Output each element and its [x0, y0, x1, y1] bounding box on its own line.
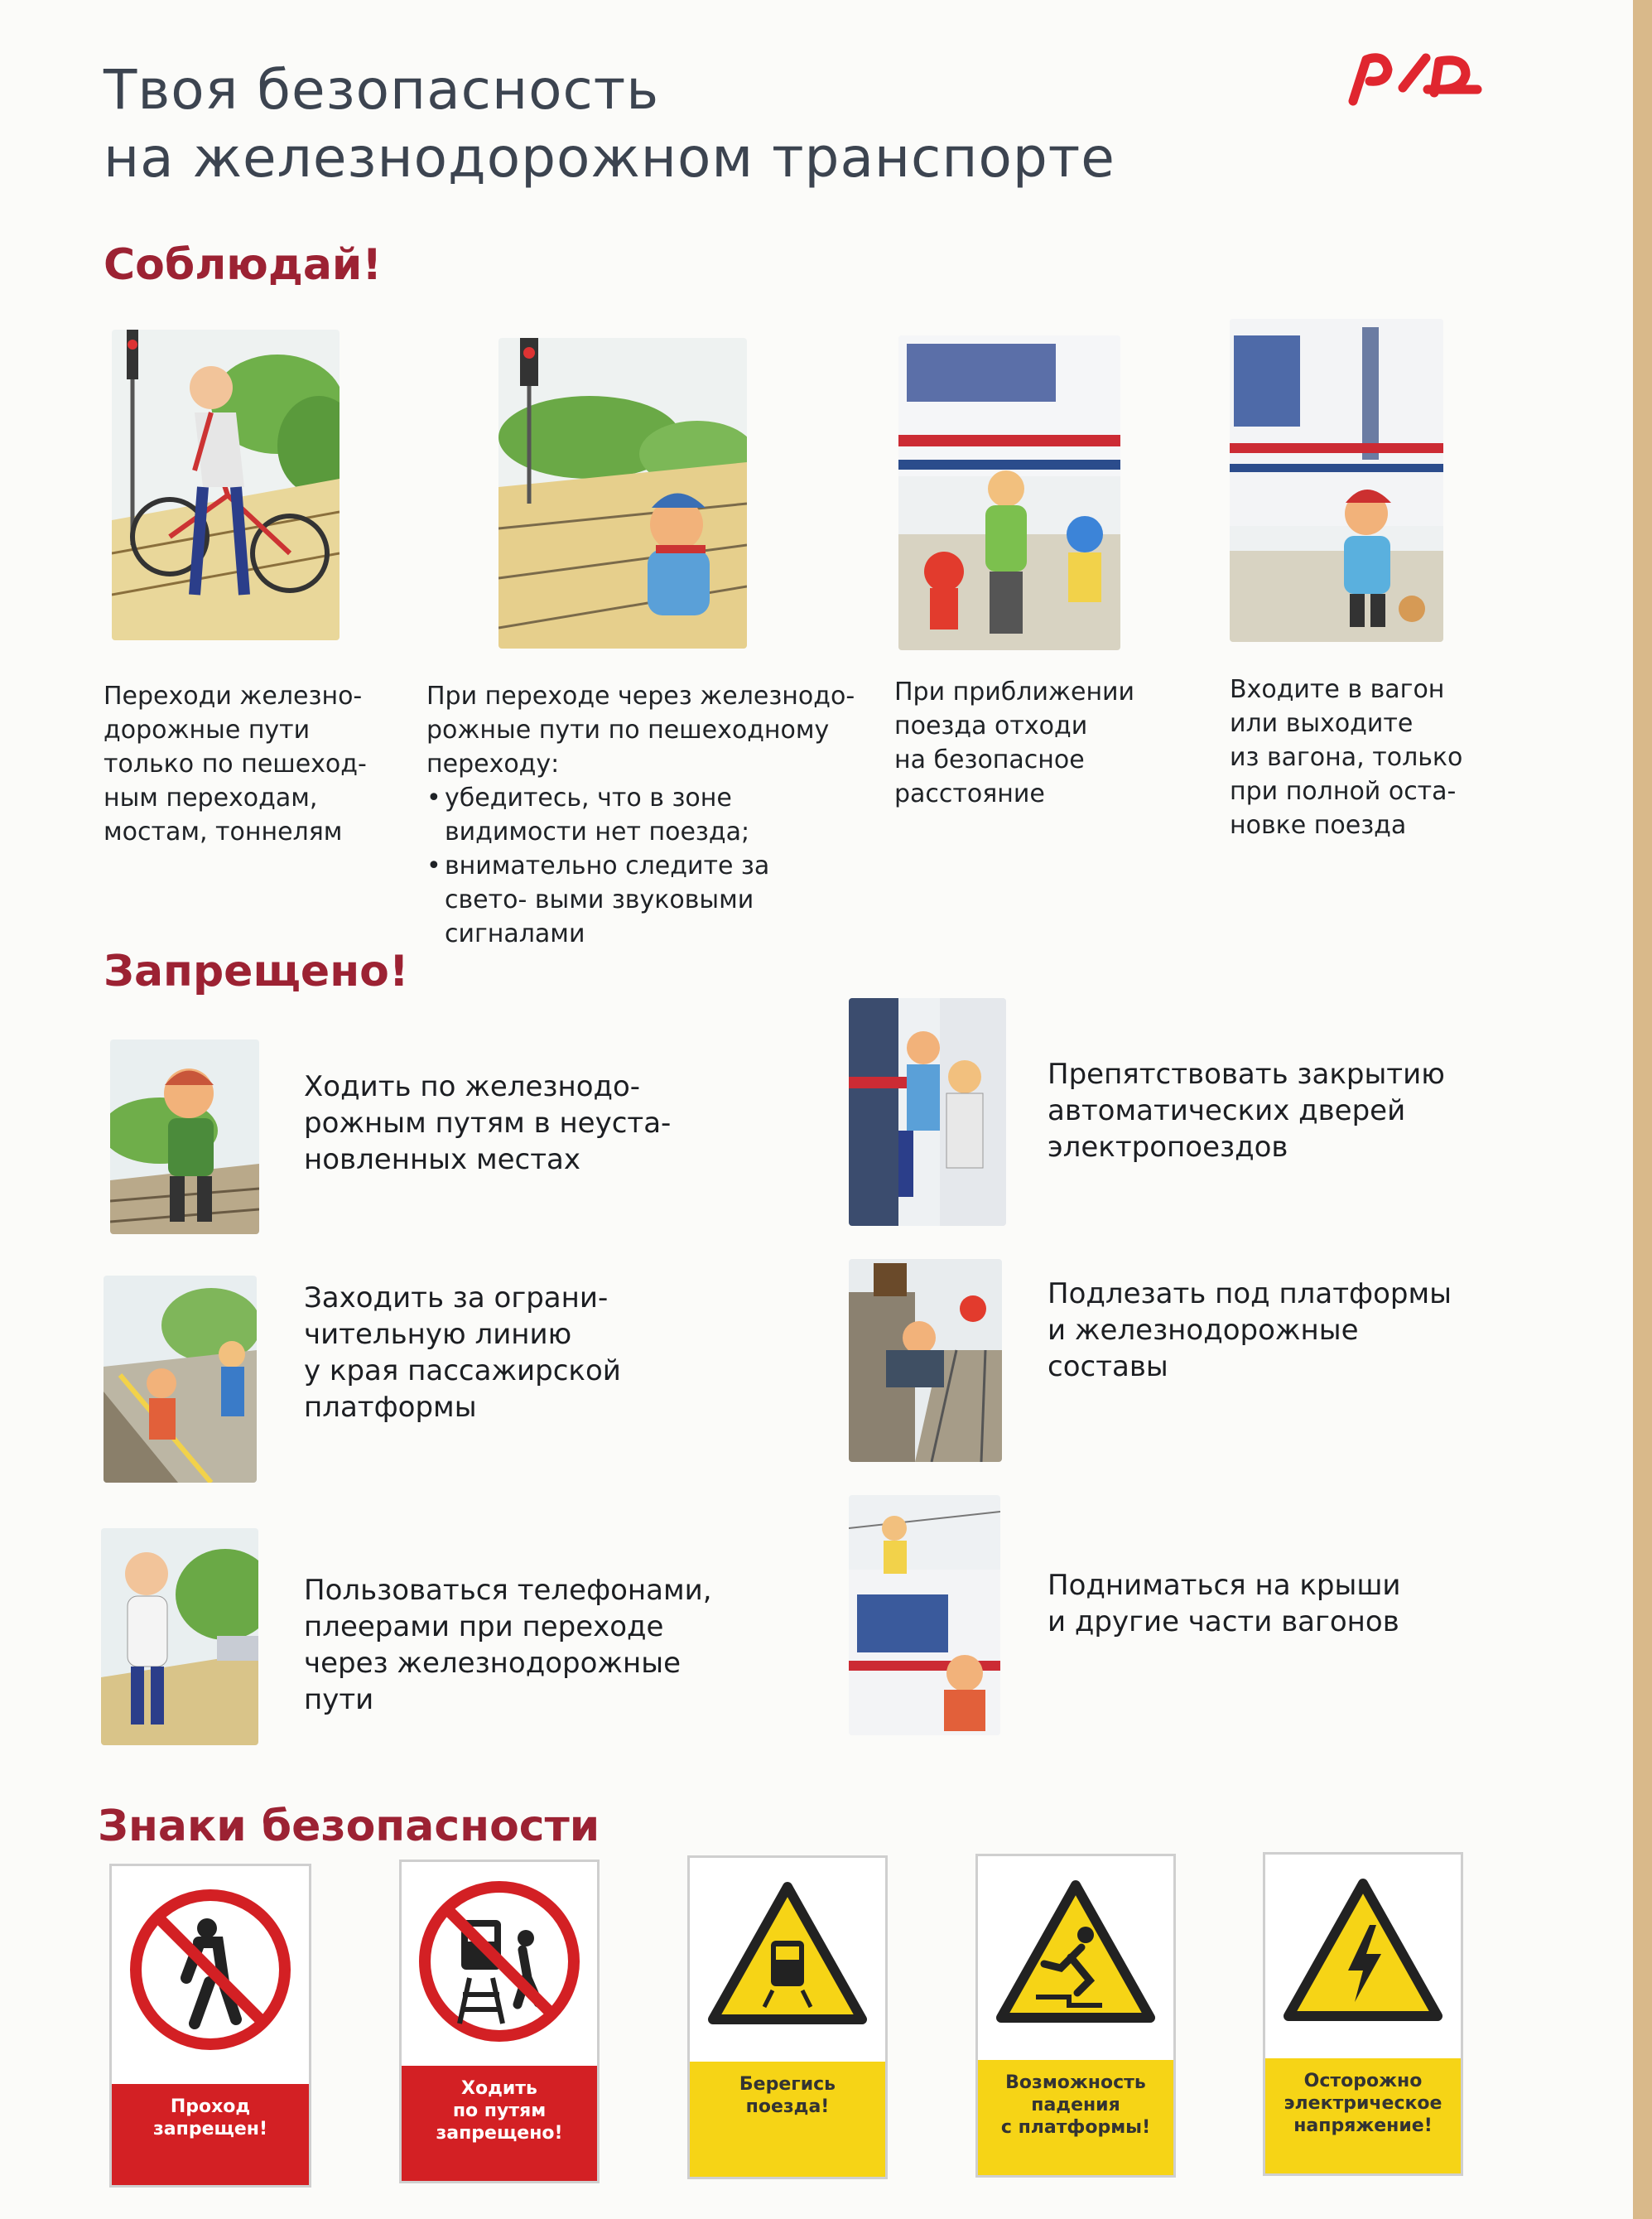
signs-title: Знаки безопасности — [98, 1802, 600, 1851]
forbidden-text-walking-tracks: Ходить по железнодо- рожным путям в неуста- новленных местах — [304, 1070, 672, 1176]
sign-label: Ходить по путям запрещено! — [402, 2066, 597, 2181]
illustration-platform-edge — [104, 1276, 257, 1483]
illustration-blocking-doors — [849, 998, 1006, 1226]
observe-caption-2 — [426, 679, 890, 951]
sign-label: Осторожно электрическое напряжение! — [1265, 2058, 1461, 2173]
illustration-walking-on-tracks — [110, 1040, 259, 1234]
title-line-2: на железнодорожном транспорте — [104, 126, 1115, 190]
observe-caption-2-bullets — [426, 781, 859, 951]
sign-label: Проход запрещен! — [112, 2084, 309, 2185]
observe-caption-3: При приближении поезда отходи на безопасное расстояние — [894, 678, 1135, 808]
sign-electric-hazard — [1263, 1852, 1463, 2176]
observe-title: Соблюдай! — [104, 240, 383, 290]
page-edge — [1633, 0, 1652, 2219]
forbidden-text-platform-line: Заходить за ограни- чительную линию у края пассажирской платформы — [304, 1281, 621, 1424]
train-warning-icon — [690, 1858, 885, 2065]
bullet-item: • убедитесь, что в зоне видимости нет поезда; — [445, 781, 859, 849]
illustration-phone-on-tracks — [101, 1528, 258, 1745]
sign-label: Берегись поезда! — [690, 2062, 885, 2177]
sign-label: Возможность падения с платформы! — [978, 2060, 1173, 2175]
sign-no-passage — [109, 1864, 311, 2188]
platform-fall-warning-icon — [978, 1856, 1173, 2063]
no-walking-icon — [112, 1866, 309, 2073]
bullet-item: • внимательно следите за свето- выми звуковыми сигналами — [445, 849, 859, 951]
forbidden-text-phones: Пользоваться телефонами, плеерами при переходе через железнодорожные пути — [304, 1574, 712, 1716]
illustration-child-at-crossing — [498, 338, 747, 649]
forbidden-text-crawling: Подлезать под платформы и железнодорожные составы — [1048, 1277, 1452, 1383]
illustration-cyclist-crossing — [112, 330, 340, 640]
poster-title — [104, 56, 1115, 192]
illustration-family-platform — [898, 335, 1120, 650]
illustration-child-at-train-door — [1230, 319, 1443, 642]
forbidden-text-doors: Препятствовать закрытию автоматических дверей электропоездов — [1048, 1058, 1445, 1164]
forbidden-title: Запрещено! — [104, 947, 409, 996]
illustration-climbing-on-roof — [849, 1495, 1000, 1735]
no-walking-on-tracks-icon — [402, 1862, 597, 2069]
electric-hazard-icon — [1265, 1855, 1461, 2062]
observe-caption-1: Переходи железно- дорожные пути только по пешеход- ным переходам, мостам, тоннелям — [104, 682, 367, 847]
title-line-1: Твоя безопасность — [104, 58, 660, 122]
sign-no-walking-on-tracks — [399, 1860, 600, 2183]
illustration-crawling-under — [849, 1259, 1002, 1462]
observe-caption-4: Входите в вагон или выходите из вагона, только при полной оста- новке поезда — [1230, 675, 1463, 840]
sign-beware-train — [687, 1855, 888, 2179]
observe-caption-2-intro: При переходе через железнодо- рожные пути по пешеходному переходу: — [426, 682, 855, 779]
sign-platform-fall — [975, 1854, 1176, 2178]
rzd-logo — [1341, 41, 1486, 108]
forbidden-text-roofs: Подниматься на крыши и другие части вагонов — [1048, 1569, 1401, 1638]
